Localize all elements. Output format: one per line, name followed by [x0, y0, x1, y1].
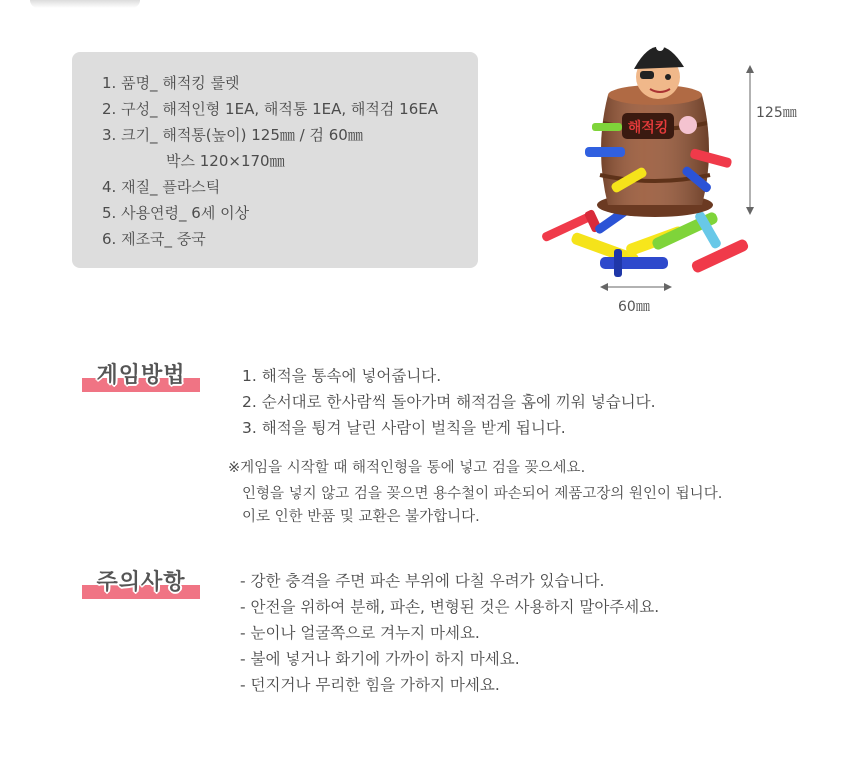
spec-line-name: 1. 품명_ 해적킹 룰렛	[102, 74, 240, 92]
sword-icon	[585, 147, 625, 157]
how-to-play-heading	[82, 358, 200, 392]
play-note: 인형을 넣지 않고 검을 꽂으면 용수철이 파손되어 제품고장의 원인이 됩니다.	[242, 486, 723, 502]
how-to-play-title: 게임방법	[96, 363, 186, 388]
cautions-heading	[82, 565, 200, 599]
product-image	[530, 25, 830, 325]
play-note: 이로 인한 반품 및 교환은 불가합니다.	[242, 509, 480, 525]
play-step: 2. 순서대로 한사람씩 돌아가며 해적검을 홈에 끼워 넣습니다.	[242, 393, 656, 411]
play-note: ※게임을 시작할 때 해적인형을 통에 넣고 검을 꽂으세요.	[228, 460, 586, 476]
caution-item: - 불에 넣거나 화기에 가까이 하지 마세요.	[240, 650, 520, 668]
sword-icon	[592, 123, 622, 131]
caution-item: - 강한 충격을 주면 파손 부위에 다칠 우려가 있습니다.	[240, 572, 605, 590]
spec-line-material: 4. 재질_ 플라스틱	[102, 178, 221, 196]
spec-line-components: 2. 구성_ 해적인형 1EA, 해적통 1EA, 해적검 16EA	[102, 100, 438, 118]
height-label: 125㎜	[756, 105, 797, 121]
spec-line-origin: 6. 제조국_ 중국	[102, 230, 206, 248]
caution-item: - 눈이나 얼굴쪽으로 겨누지 마세요.	[240, 624, 480, 642]
barrel-badge: 해적킹	[627, 120, 669, 136]
width-label: 60㎜	[618, 299, 650, 315]
caution-item: - 던지거나 무리한 힘을 가하지 마세요.	[240, 676, 500, 694]
cautions-title: 주의사항	[96, 570, 186, 595]
play-step: 3. 해적을 튕겨 날린 사람이 벌칙을 받게 됩니다.	[242, 419, 566, 437]
top-decoration	[30, 0, 140, 8]
spec-box	[72, 52, 478, 268]
play-step: 1. 해적을 통속에 넣어줍니다.	[242, 367, 442, 385]
sword-icon	[541, 209, 602, 243]
caution-item: - 안전을 위하여 분해, 파손, 변형된 것은 사용하지 말아주세요.	[240, 598, 660, 616]
pirate-barrel-illustration	[530, 25, 830, 325]
spec-line-size: 3. 크기_ 해적통(높이) 125㎜ / 검 60㎜	[102, 126, 363, 144]
spec-line-box-size: 박스 120×170㎜	[166, 152, 285, 170]
spec-line-age: 5. 사용연령_ 6세 이상	[102, 204, 250, 222]
